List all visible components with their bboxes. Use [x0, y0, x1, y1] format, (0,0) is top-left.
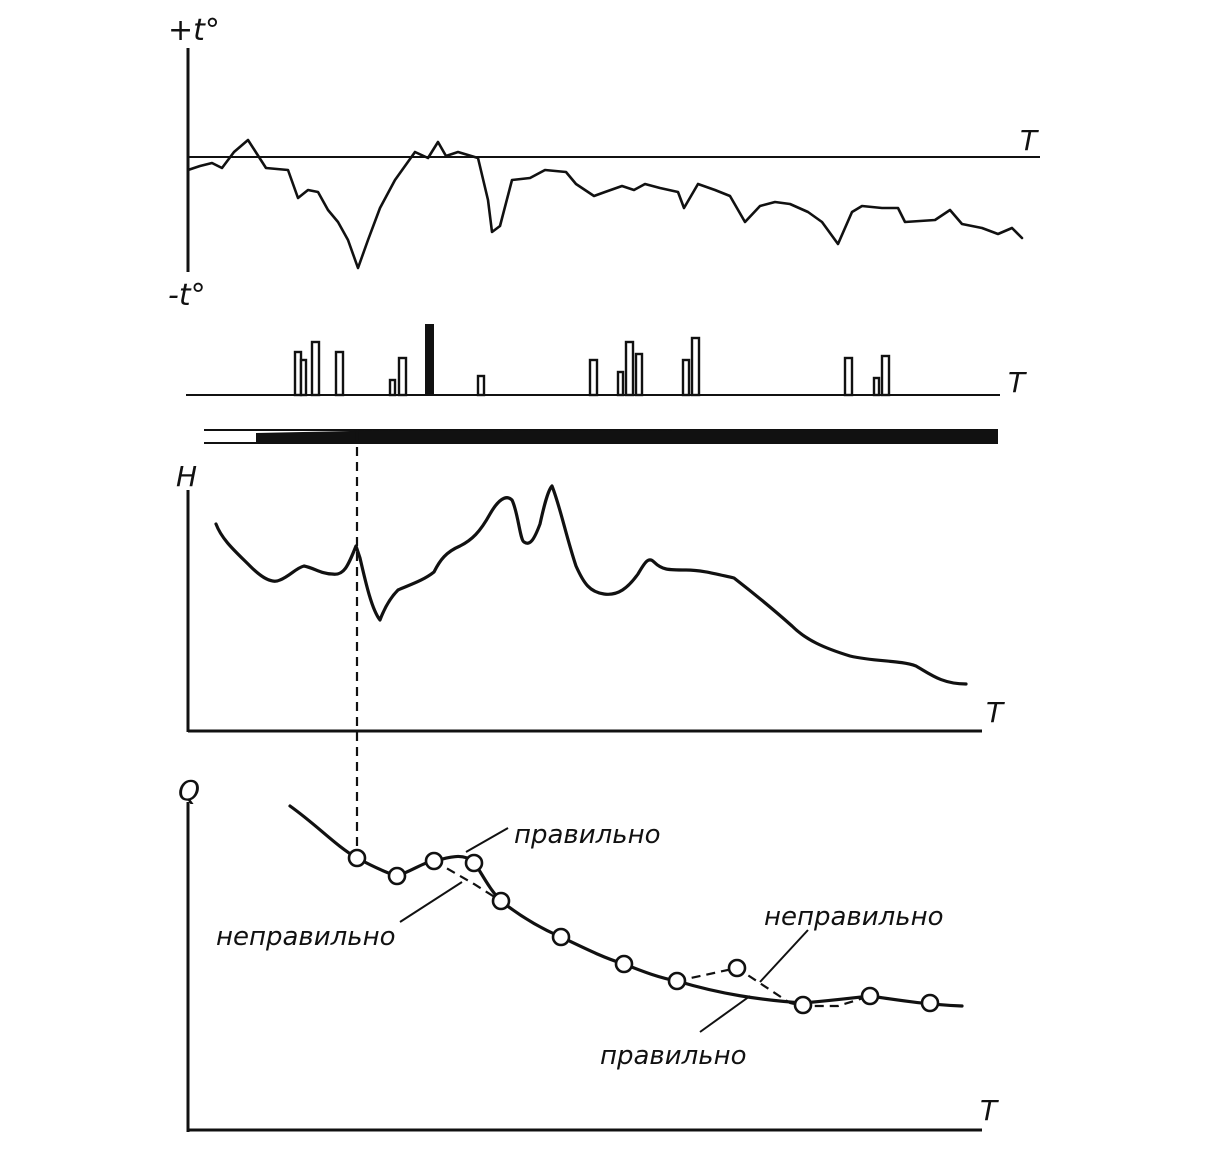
precipitation-bar	[399, 358, 406, 395]
precipitation-x-label: T	[1008, 366, 1026, 399]
annotation-correct-top: правильно	[514, 820, 661, 850]
precipitation-bar	[618, 372, 623, 395]
measurement-point	[862, 988, 878, 1004]
discharge-x-label: T	[980, 1094, 998, 1127]
measurement-point	[669, 973, 685, 989]
temperature-x-label: T	[1020, 124, 1038, 157]
precipitation-bar	[336, 352, 343, 395]
annotation-incorrect-left: неправильно	[216, 922, 396, 952]
precipitation-bar	[683, 360, 689, 395]
measurement-point	[729, 960, 745, 976]
leader-correct-bottom	[700, 996, 750, 1032]
leader-incorrect-right	[760, 930, 808, 982]
temperature-curve	[188, 140, 1022, 268]
level-panel	[176, 432, 1005, 858]
discharge-y-label: Q	[178, 774, 201, 807]
level-curve	[216, 486, 966, 684]
measurement-point	[795, 997, 811, 1013]
ice-band-fill	[256, 429, 998, 444]
temperature-panel	[168, 13, 1040, 313]
precipitation-bars	[295, 338, 889, 395]
discharge-panel	[178, 774, 999, 1132]
measurement-point	[389, 868, 405, 884]
level-y-label: H	[176, 460, 198, 493]
measurement-point	[922, 995, 938, 1011]
precipitation-bar	[301, 360, 306, 395]
temperature-minus-label: -t°	[168, 278, 206, 313]
precipitation-bar	[590, 360, 597, 395]
annotation-incorrect-right: неправильно	[764, 902, 944, 932]
measurement-point	[493, 893, 509, 909]
level-x-label: T	[986, 696, 1004, 729]
ice-cover-band	[204, 429, 998, 444]
precipitation-bar-solid	[425, 324, 434, 395]
precipitation-bar	[845, 358, 852, 395]
measurement-point	[466, 855, 482, 871]
measurement-point	[426, 853, 442, 869]
temperature-plus-label: +t°	[168, 13, 220, 48]
precipitation-bar	[882, 356, 889, 395]
precipitation-panel	[186, 324, 1027, 399]
precipitation-bar	[636, 354, 642, 395]
precipitation-bar	[390, 380, 395, 395]
measurement-point	[553, 929, 569, 945]
precipitation-bar	[478, 376, 484, 395]
precipitation-bar	[692, 338, 699, 395]
precipitation-bar	[626, 342, 633, 395]
measurement-point	[349, 850, 365, 866]
precipitation-bar	[312, 342, 319, 395]
measurement-point	[616, 956, 632, 972]
leader-incorrect-left	[400, 882, 462, 922]
precipitation-bar	[874, 378, 879, 395]
annotation-correct-bottom: правильно	[600, 1041, 747, 1071]
leader-correct-top	[466, 828, 508, 852]
